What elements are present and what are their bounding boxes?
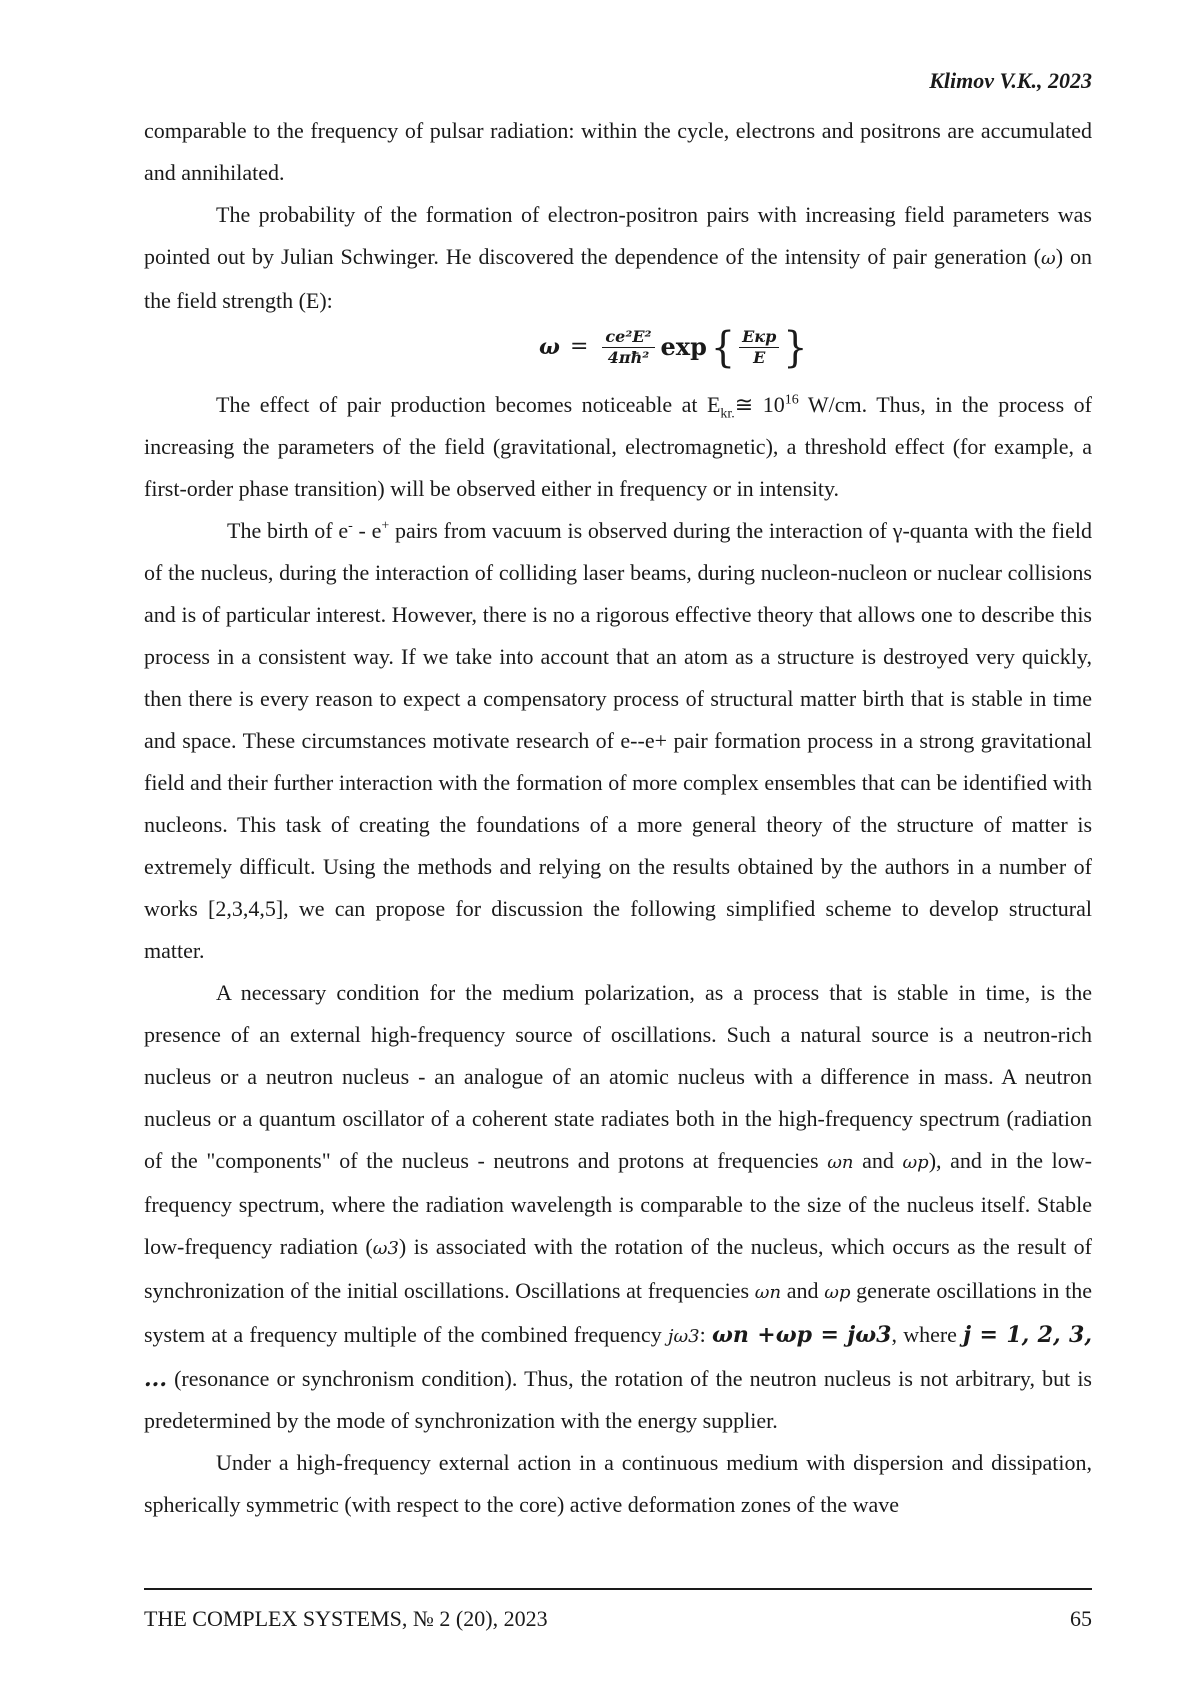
formula-brace-open: { (710, 322, 736, 372)
formula-lhs: ω (539, 334, 560, 360)
synchronism-equation: ωn +ωp = jω3 (711, 1322, 892, 1348)
formula-numerator: ce²E² (602, 327, 654, 348)
formula-inner-numerator: Eкр (739, 327, 779, 348)
omega-p-symbol: ωp (824, 1282, 851, 1303)
formula-equals: = (569, 334, 589, 359)
formula-brace-close: } (783, 322, 808, 372)
paragraph-2 (144, 194, 1092, 322)
schwinger-formula (144, 322, 1092, 384)
omega-symbol: ω (1041, 248, 1056, 269)
footer-divider (144, 1588, 1092, 1590)
formula-inner-fraction (739, 327, 779, 368)
page-number: 65 (1070, 1606, 1092, 1631)
paragraph-1: comparable to the frequency of pulsar radiation: within the cycle, electrons and positrons are accumulated and annihilated. (144, 118, 1092, 185)
running-header-author: Klimov V.K., 2023 (929, 68, 1092, 93)
j-values: j = 1, 2, 3, ... (144, 1322, 1092, 1392)
paragraph-2-end: ) on the field strength (E): (144, 244, 1093, 313)
formula-denominator: 4πħ² (607, 347, 650, 367)
formula-exp: exp (660, 332, 707, 361)
formula-fraction (602, 327, 654, 368)
omega-p-symbol: ωp (902, 1152, 929, 1173)
paragraph-2-text: The probability of the formation of electron-positron pairs with increasing field parameters was pointed out by Julian Schwinger. He discovered the dependence of the intensity of pair generation ( (144, 202, 1092, 269)
paragraph-6: Under a high-frequency external action in a continuous medium with dispersion and dissipation, spherically symmetric (with respect to the core) active deformation zones of the wave (144, 1450, 1092, 1517)
paragraph-5: A necessary condition for the medium polarization, as a process that is stable in time, is the presence of an external high-frequency source of oscillations. Such a natural source is a neutron-rich nucleus or a neutron nucleus - an analogue of an atomic nucleus with a difference in mass. A neutron nucleus or a quantum oscillator of a coherent state radiates both in the high-frequency spectrum (radiation of the "components" of the nucleus - neutrons and protons at frequencies ωn and ωp), and in the low-frequency spectrum, where the radiation wavelength is comparable to the size of the nucleus itself. Stable low-frequency radiation (ω3) is associated with the rotation of the nucleus, which occurs as the result of synchronization of the initial oscillations. Oscillations at frequencies ωn and ωp generate oscillations in the system at a frequency multiple of the combined frequency jω3: ωn +ωp = jω3, where j = 1, 2, 3, ... (resonance or synchronism condition). Thus, the rotation of the neutron nucleus is not arbitrary, but is predetermined by the mode of synchronization with the energy supplier. (144, 980, 1093, 1433)
footer-journal: THE COMPLEX SYSTEMS, № 2 (20), 2023 (144, 1606, 548, 1631)
j-omega-3-symbol: jω3 (667, 1326, 700, 1347)
paragraph-4: The birth of e- - e+ pairs from vacuum is observed during the interaction of γ-quanta with the field of the nucleus, during the interaction of colliding laser beams, during nucleon-nucleon or nuclear collisions and is of particular interest. However, there is no a rigorous effective theory that allows one to describe this process in a consistent way. If we take into account that an atom as a structure is destroyed very quickly, then there is every reason to expect a compensatory process of structural matter birth that is stable in time and space. These circumstances motivate research of e--e+ pair formation process in a strong gravitational field and their further interaction with the formation of more complex ensembles that can be identified with nucleons. This task of creating the foundations of a more general theory of the structure of matter is extremely difficult. Using the methods and relying on the results obtained by the authors in a number of works [2,3,4,5], we can propose for discussion the following simplified scheme to develop structural matter. (144, 518, 1092, 963)
main-text (144, 110, 1092, 1526)
formula-inner-denominator: E (753, 347, 766, 367)
omega-3-symbol: ω3 (372, 1238, 399, 1259)
paragraph-3: The effect of pair production becomes noticeable at $E_{kr.}≅$ $10^{16}$ W/cm. Thus, in the process of increasing the parameters of the field (gravitational, electromagnetic), a threshold effect (for example, a first-order phase transition) will be observed either in frequency or in intensity. (144, 392, 1092, 501)
omega-n-symbol: ωn (754, 1282, 782, 1303)
omega-n-symbol: ωn (827, 1152, 854, 1173)
